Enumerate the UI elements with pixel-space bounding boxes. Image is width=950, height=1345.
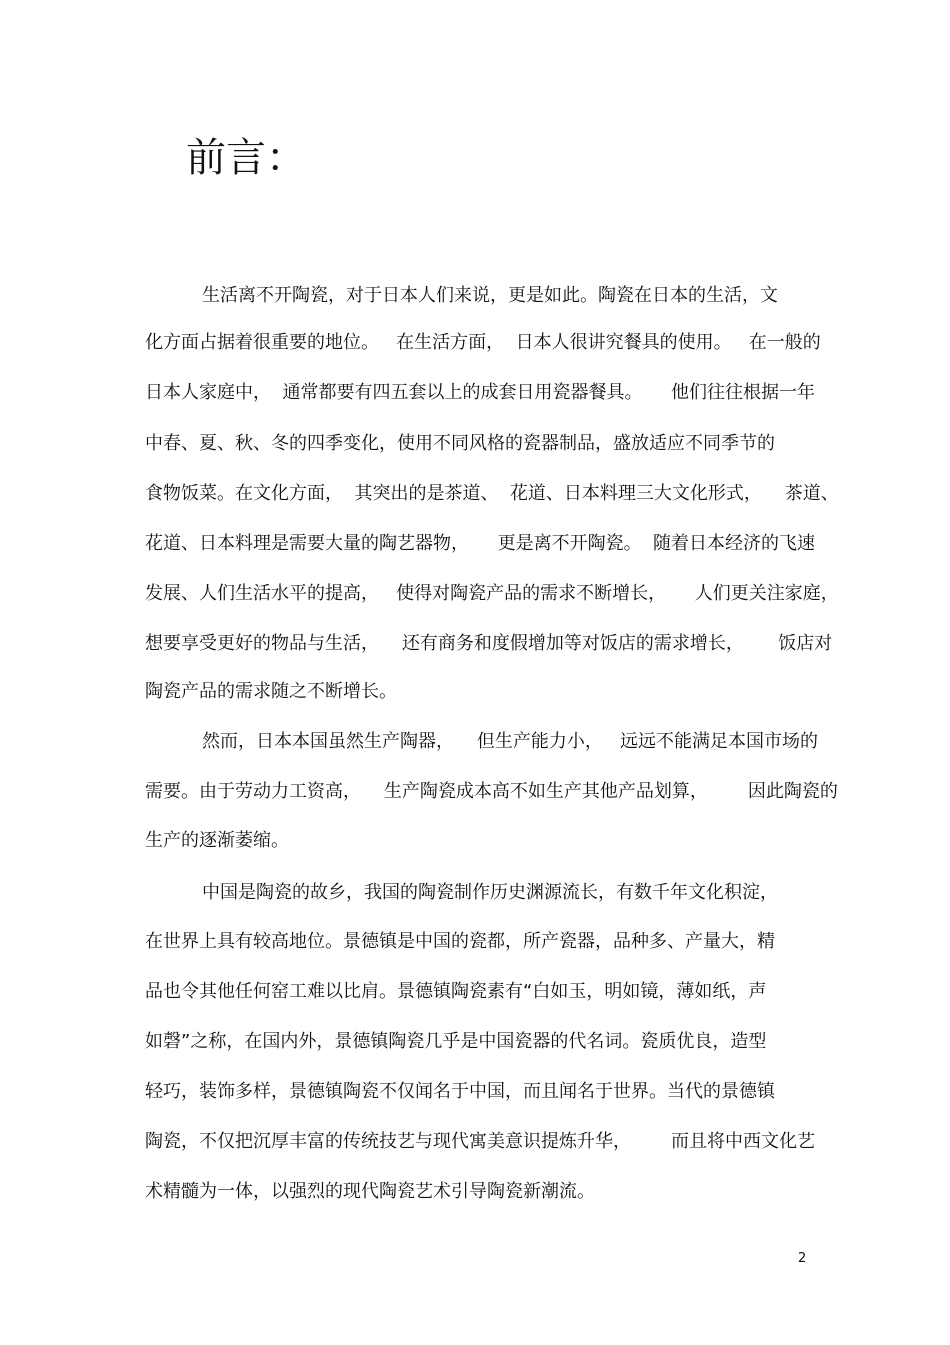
paragraph-1-line-3: 日本人家庭中， 通常都要有四五套以上的成套日用瓷器餐具。 他们往往根据一年 xyxy=(145,382,816,403)
paragraph-2-line-2: 需要。由于劳动力工资高， 生产陶瓷成本高不如生产其他产品划算， 因此陶瓷的 xyxy=(145,781,838,802)
paragraph-1-line-6: 花道、日本料理是需要大量的陶艺器物， 更是离不开陶瓷。 随着日本经济的飞速 xyxy=(145,533,816,554)
page-number: 2 xyxy=(798,1251,807,1266)
page-title: 前言： xyxy=(186,135,306,181)
paragraph-3-line-7: 术精髓为一体，以强烈的现代陶瓷艺术引导陶瓷新潮流。 xyxy=(145,1181,595,1202)
paragraph-1-line-1: 生活离不开陶瓷，对于日本人们来说，更是如此。陶瓷在日本的生活，文 xyxy=(202,285,778,306)
paragraph-1-line-2: 化方面占据着很重要的地位。 在生活方面， 日本人很讲究餐具的使用。 在一般的 xyxy=(145,332,821,353)
paragraph-1-line-5: 食物饭菜。在文化方面， 其突出的是茶道、 花道、日本料理三大文化形式， 茶道、 xyxy=(145,483,839,504)
paragraph-3-line-4: 如磬”之称，在国内外，景德镇陶瓷几乎是中国瓷器的代名词。瓷质优良，造型 xyxy=(145,1031,767,1052)
paragraph-3-line-5: 轻巧，装饰多样，景德镇陶瓷不仅闻名于中国，而且闻名于世界。当代的景德镇 xyxy=(145,1081,775,1102)
paragraph-2-line-3: 生产的逐渐萎缩。 xyxy=(145,830,289,851)
paragraph-1-line-9: 陶瓷产品的需求随之不断增长。 xyxy=(145,681,397,702)
paragraph-2-line-1: 然而，日本本国虽然生产陶器， 但生产能力小， 远远不能满足本国市场的 xyxy=(202,731,819,752)
paragraph-3-line-1: 中国是陶瓷的故乡，我国的陶瓷制作历史渊源流长，有数千年文化积淀， xyxy=(202,882,778,903)
paragraph-1-line-7: 发展、人们生活水平的提高， 使得对陶瓷产品的需求不断增长， 人们更关注家庭， xyxy=(145,583,839,604)
paragraph-3-line-3: 品也令其他任何窑工难以比肩。景德镇陶瓷素有“白如玉，明如镜，薄如纸，声 xyxy=(145,981,767,1002)
paragraph-1-line-4: 中春、夏、秋、冬的四季变化，使用不同风格的瓷器制品，盛放适应不同季节的 xyxy=(145,433,775,454)
paragraph-1-line-8: 想要享受更好的物品与生活， 还有商务和度假增加等对饭店的需求增长， 饭店对 xyxy=(145,633,833,654)
paragraph-3-line-6: 陶瓷，不仅把沉厚丰富的传统技艺与现代寓美意识提炼升华， 而且将中西文化艺 xyxy=(145,1131,816,1152)
paragraph-3-line-2: 在世界上具有较高地位。景德镇是中国的瓷都，所产瓷器，品种多、产量大，精 xyxy=(145,931,775,952)
